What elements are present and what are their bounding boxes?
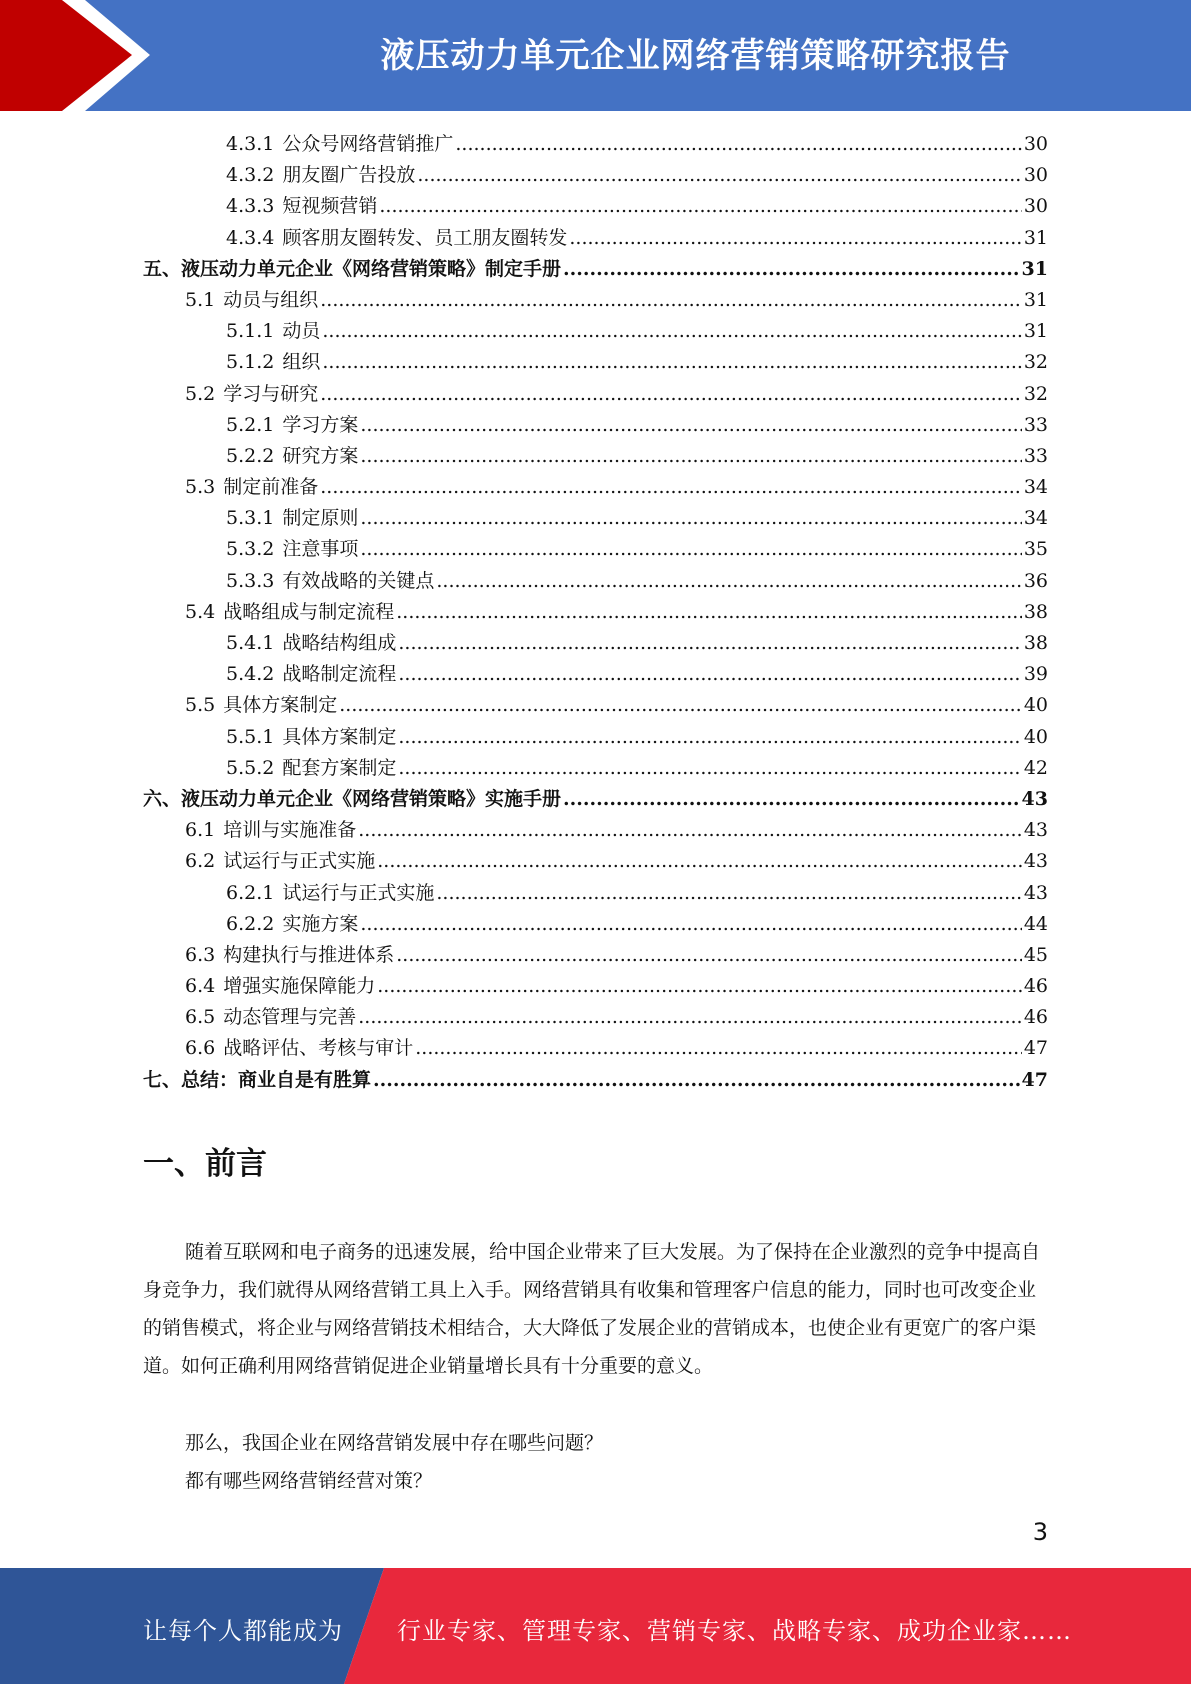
toc-entry-number: 5.5 <box>185 694 216 717</box>
toc-entry-number: 5.1.1 <box>226 320 275 343</box>
toc-entry-page: 47 <box>1023 1037 1048 1060</box>
toc-entry[interactable] <box>143 379 1048 410</box>
toc-entry[interactable] <box>143 129 1048 160</box>
toc-dot-leader <box>417 160 1021 191</box>
toc-entry-page: 33 <box>1023 413 1048 436</box>
toc-entry-page: 44 <box>1023 912 1048 935</box>
toc-entry-title: 配套方案制定 <box>282 756 397 779</box>
toc-entry-title: 动员 <box>282 320 321 343</box>
toc-entry-page: 31 <box>1023 288 1048 311</box>
toc-entry-page: 31 <box>1021 257 1048 280</box>
toc-entry-page: 40 <box>1023 694 1048 717</box>
toc-entry-number: 5.1.2 <box>226 351 275 374</box>
toc-entry[interactable] <box>143 940 1048 971</box>
toc-entry-title: 五、液压动力单元企业《网络营销策略》制定手册 <box>143 257 562 280</box>
toc-entry-number: 5.5.1 <box>226 725 275 748</box>
toc-entry[interactable] <box>143 316 1048 347</box>
toc-dot-leader <box>373 1065 1020 1096</box>
toc-entry[interactable] <box>143 503 1048 534</box>
toc-entry-number: 5.1 <box>185 288 216 311</box>
toc-entry[interactable] <box>143 971 1048 1002</box>
toc-dot-leader <box>398 659 1021 690</box>
toc-entry-title: 培训与实施准备 <box>223 819 357 842</box>
toc-entry-number: 4.3.1 <box>226 133 275 155</box>
toc-entry-page: 42 <box>1023 756 1048 779</box>
toc-dot-leader <box>358 815 1022 846</box>
toc-entry-title: 研究方案 <box>282 444 359 467</box>
toc-entry-number: 6.2.2 <box>226 912 275 935</box>
toc-entry[interactable] <box>143 846 1048 877</box>
toc-entry-page: 31 <box>1023 320 1048 343</box>
toc-entry-page: 31 <box>1023 226 1048 249</box>
toc-entry-number: 4.3.2 <box>226 164 275 187</box>
footer-slogan-left: 让每个人都能成为 <box>143 1617 343 1645</box>
toc-entry[interactable] <box>143 659 1048 690</box>
toc-entry-page: 32 <box>1023 351 1048 374</box>
toc-dot-leader <box>396 940 1022 971</box>
toc-entry[interactable] <box>143 191 1048 222</box>
toc-dot-leader <box>563 254 1020 285</box>
toc-entry-title: 六、液压动力单元企业《网络营销策略》实施手册 <box>143 787 562 810</box>
toc-dot-leader <box>377 971 1022 1002</box>
toc-entry-title: 制定前准备 <box>223 476 319 499</box>
toc-dot-leader <box>379 191 1021 222</box>
toc-entry-number: 5.3.3 <box>226 569 275 592</box>
toc-entry-number: 5.2 <box>185 382 216 405</box>
toc-entry[interactable] <box>143 815 1048 846</box>
toc-entry-number: 4.3.4 <box>226 226 275 249</box>
toc-entry-title: 动态管理与完善 <box>223 1006 357 1029</box>
toc-entry-title: 战略制定流程 <box>282 663 397 686</box>
toc-entry-title: 具体方案制定 <box>223 694 338 717</box>
toc-entry[interactable] <box>143 566 1048 597</box>
toc-entry[interactable] <box>143 690 1048 721</box>
toc-entry-page: 43 <box>1023 819 1048 842</box>
toc-entry[interactable] <box>143 597 1048 628</box>
toc-entry-number: 5.3.1 <box>226 507 275 530</box>
footer-slogan-right: 行业专家、管理专家、营销专家、战略专家、成功企业家…… <box>397 1617 1072 1645</box>
toc-entry-number: 5.4.1 <box>226 632 275 654</box>
toc-dot-leader <box>320 285 1022 316</box>
toc-dot-leader <box>339 690 1022 721</box>
toc-entry-title: 战略评估、考核与审计 <box>223 1037 414 1060</box>
toc-entry-title: 学习与研究 <box>223 382 319 405</box>
toc-entry-title: 顾客朋友圈转发、员工朋友圈转发 <box>282 226 568 249</box>
toc-dot-leader <box>360 503 1021 534</box>
page-footer <box>0 1568 1191 1684</box>
toc-entry[interactable] <box>143 722 1048 753</box>
page-number: 3 <box>1032 1518 1048 1546</box>
toc-entry-page: 40 <box>1023 725 1048 748</box>
toc-dot-leader <box>569 223 1021 254</box>
toc-entry-page: 46 <box>1023 1006 1048 1029</box>
toc-entry[interactable] <box>143 753 1048 784</box>
toc-entry-number: 6.6 <box>185 1037 216 1060</box>
toc-entry-page: 34 <box>1023 507 1048 530</box>
toc-dot-leader <box>398 628 1021 659</box>
toc-entry-title: 公众号网络营销推广 <box>282 133 454 155</box>
toc-entry-page: 30 <box>1023 195 1048 218</box>
toc-dot-leader <box>360 441 1021 472</box>
toc-entry-title: 组织 <box>282 351 321 374</box>
toc-entry[interactable] <box>143 1002 1048 1033</box>
toc-dot-leader <box>377 846 1022 877</box>
question-paragraph: 都有哪些网络营销经营对策？ <box>185 1470 433 1492</box>
toc-entry-title: 战略组成与制定流程 <box>223 600 395 623</box>
toc-entry-page: 43 <box>1023 850 1048 873</box>
toc-dot-leader <box>320 379 1022 410</box>
toc-entry-page: 38 <box>1023 632 1048 654</box>
toc-entry-page: 32 <box>1023 382 1048 405</box>
toc-entry[interactable] <box>143 878 1048 909</box>
toc-entry[interactable] <box>143 410 1048 441</box>
toc-entry[interactable] <box>143 909 1048 940</box>
toc-entry[interactable] <box>143 472 1048 503</box>
toc-entry-title: 动员与组织 <box>223 288 319 311</box>
toc-entry-page: 34 <box>1023 476 1048 499</box>
toc-entry[interactable] <box>143 285 1048 316</box>
toc-entry-number: 5.2.1 <box>226 413 275 436</box>
toc-entry[interactable] <box>143 628 1048 659</box>
table-of-contents <box>143 129 1048 1096</box>
toc-dot-leader <box>455 129 1021 160</box>
toc-entry[interactable] <box>143 1033 1048 1064</box>
toc-entry-page: 45 <box>1023 943 1048 966</box>
toc-entry[interactable] <box>143 1065 1048 1096</box>
toc-entry-number: 6.3 <box>185 943 216 966</box>
toc-entry[interactable] <box>143 784 1048 815</box>
toc-entry[interactable] <box>143 441 1048 472</box>
toc-entry-title: 学习方案 <box>282 413 359 436</box>
toc-entry-page: 43 <box>1023 881 1048 904</box>
toc-entry-page: 30 <box>1023 164 1048 187</box>
toc-entry-title: 短视频营销 <box>282 195 378 218</box>
toc-entry-page: 30 <box>1023 133 1048 155</box>
toc-entry-number: 5.3 <box>185 476 216 499</box>
toc-entry-title: 具体方案制定 <box>282 725 397 748</box>
toc-dot-leader <box>360 909 1021 940</box>
toc-entry-title: 制定原则 <box>282 507 359 530</box>
toc-entry-title: 增强实施保障能力 <box>223 975 376 998</box>
section-heading: 一、前言 <box>143 1146 267 1182</box>
toc-dot-leader <box>436 878 1021 909</box>
page-header <box>0 0 1191 111</box>
toc-dot-leader <box>398 753 1021 784</box>
toc-dot-leader <box>415 1033 1022 1064</box>
toc-entry-number: 6.1 <box>185 819 216 842</box>
toc-entry-number: 6.4 <box>185 975 216 998</box>
toc-entry-title: 实施方案 <box>282 912 359 935</box>
toc-entry-title: 试运行与正式实施 <box>282 881 435 904</box>
toc-dot-leader <box>396 597 1022 628</box>
toc-entry-number: 6.2 <box>185 850 216 873</box>
toc-dot-leader <box>436 566 1021 597</box>
toc-entry-number: 6.2.1 <box>226 881 275 904</box>
toc-entry-page: 39 <box>1023 663 1048 686</box>
toc-entry-title: 朋友圈广告投放 <box>282 164 416 187</box>
toc-entry-title: 战略结构组成 <box>282 632 397 654</box>
toc-dot-leader <box>358 1002 1022 1033</box>
toc-entry[interactable] <box>143 534 1048 565</box>
toc-entry[interactable] <box>143 347 1048 378</box>
toc-entry-page: 33 <box>1023 444 1048 467</box>
toc-entry-number: 5.2.2 <box>226 444 275 467</box>
question-paragraph: 那么，我国企业在网络营销发展中存在哪些问题？ <box>185 1432 604 1454</box>
intro-paragraph: 随着互联网和电子商务的迅速发展，给中国企业带来了巨大发展。为了保持在企业激烈的竞争中提高自身竞争力，我们就得从网络营销工具上入手。网络营销具有收集和管理客户信息的能力，同时也可改变企业的销售模式，将企业与网络营销技术相结合，大大降低了发展企业的营销成本，也使企业有更宽广的客户渠道。如何正确利用网络营销促进企业销量增长具有十分重要的意义。 <box>143 1241 1041 1377</box>
toc-entry-page: 43 <box>1021 787 1048 810</box>
toc-entry-number: 5.4.2 <box>226 663 275 686</box>
toc-entry-page: 35 <box>1023 538 1048 561</box>
toc-entry-page: 46 <box>1023 975 1048 998</box>
toc-entry[interactable] <box>143 160 1048 191</box>
toc-entry-title: 注意事项 <box>282 538 359 561</box>
toc-dot-leader <box>322 347 1021 378</box>
toc-entry-title: 七、总结：商业自是有胜算 <box>143 1068 372 1091</box>
toc-entry[interactable] <box>143 254 1048 285</box>
toc-entry-title: 试运行与正式实施 <box>223 850 376 873</box>
toc-entry-title: 构建执行与推进体系 <box>223 943 395 966</box>
toc-entry-page: 47 <box>1021 1068 1048 1091</box>
toc-dot-leader <box>322 316 1021 347</box>
toc-dot-leader <box>360 410 1021 441</box>
toc-entry-title: 有效战略的关键点 <box>282 569 435 592</box>
toc-entry-number: 6.5 <box>185 1006 216 1029</box>
toc-dot-leader <box>563 784 1020 815</box>
toc-entry-page: 36 <box>1023 569 1048 592</box>
toc-entry-number: 5.4 <box>185 600 216 623</box>
toc-entry-number: 5.3.2 <box>226 538 275 561</box>
toc-dot-leader <box>360 534 1021 565</box>
document-title: 液压动力单元企业网络营销策略研究报告 <box>380 36 1011 76</box>
toc-entry-page: 38 <box>1023 600 1048 623</box>
toc-entry-number: 4.3.3 <box>226 195 275 218</box>
toc-dot-leader <box>320 472 1022 503</box>
toc-entry[interactable] <box>143 223 1048 254</box>
toc-entry-number: 5.5.2 <box>226 756 275 779</box>
toc-dot-leader <box>398 722 1021 753</box>
